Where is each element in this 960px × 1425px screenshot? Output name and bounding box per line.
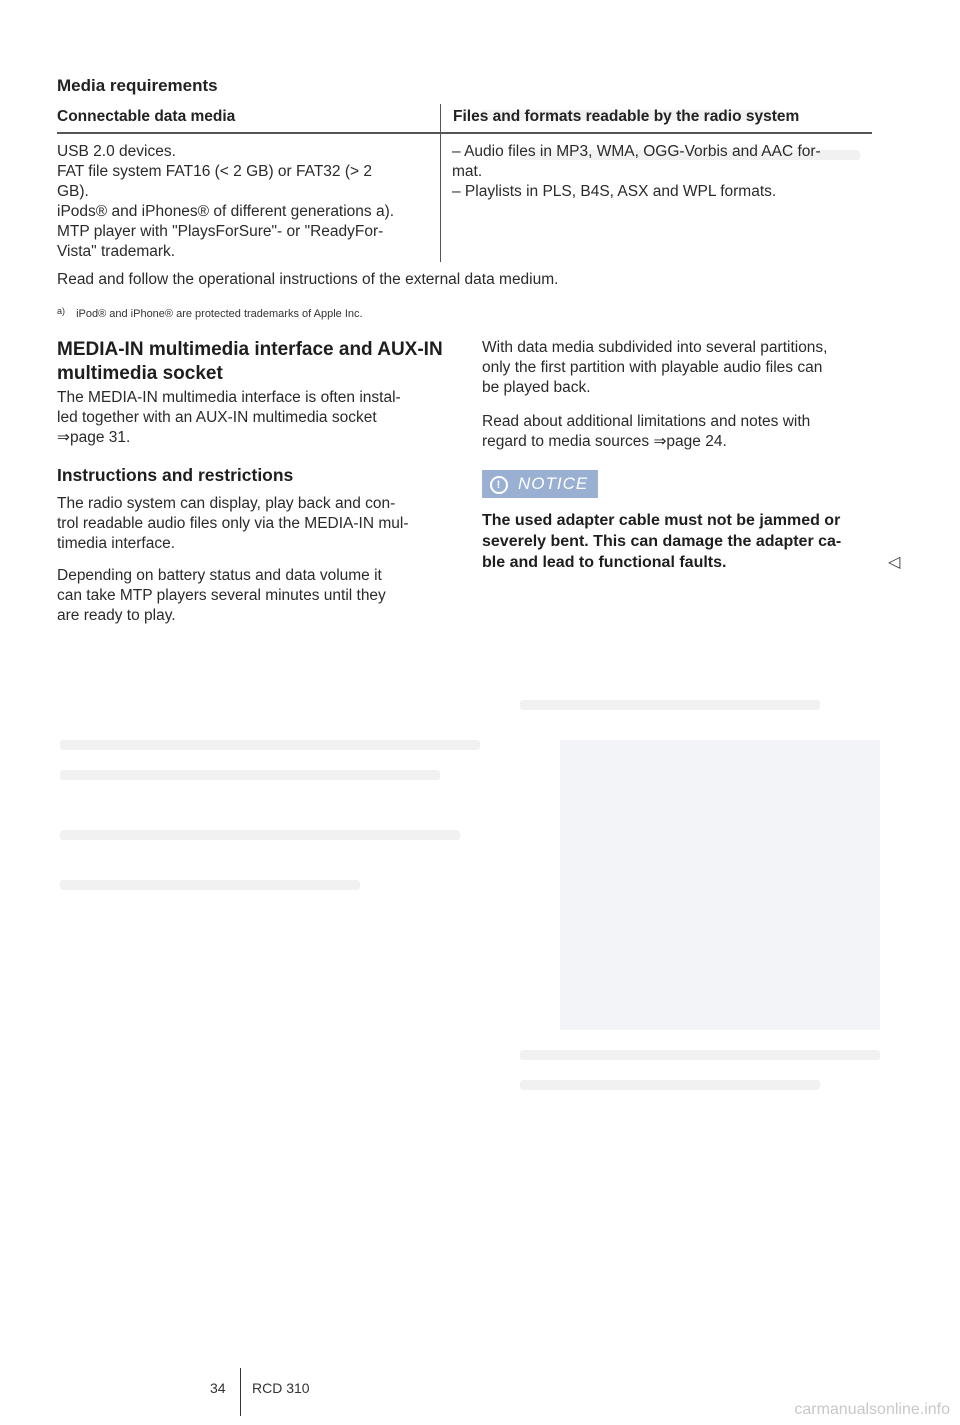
table-header-right: Files and formats readable by the radio system bbox=[453, 108, 800, 125]
instructions-line: timedia interface. bbox=[57, 535, 176, 552]
table-cell-line: – Audio files in MP3, WMA, OGG-Vorbis and AAC for- bbox=[452, 143, 821, 160]
section-title: Media requirements bbox=[57, 76, 218, 95]
show-through-line bbox=[520, 1050, 880, 1060]
table-cell-line: – Playlists in PLS, B4S, ASX and WPL formats. bbox=[452, 183, 777, 200]
partitions-line[interactable]: regard to media sources ⇒page 24. bbox=[482, 433, 727, 450]
footnote-text: iPod® and iPhone® are protected trademarks of Apple Inc. bbox=[76, 308, 363, 320]
table-cell-line: GB). bbox=[57, 183, 89, 200]
show-through-line bbox=[60, 830, 460, 840]
instructions-line: are ready to play. bbox=[57, 607, 176, 624]
notice-label: NOTICE bbox=[518, 474, 589, 493]
table-column-divider bbox=[440, 104, 441, 262]
table-cell-line: iPods® and iPhones® of different generations a). bbox=[57, 203, 395, 220]
instructions-line: Depending on battery status and data volume it bbox=[57, 567, 382, 584]
interface-title bbox=[57, 338, 447, 386]
warning-icon: ! bbox=[490, 476, 508, 494]
partitions-para-2 bbox=[482, 412, 882, 452]
interface-line: The MEDIA-IN multimedia interface is often instal- bbox=[57, 389, 401, 406]
table-cell-line: MTP player with "PlaysForSure"- or "ReadyFor- bbox=[57, 223, 384, 240]
instructions-line: trol readable audio files only via the MEDIA-IN mul- bbox=[57, 515, 409, 532]
footnote bbox=[57, 306, 363, 320]
instructions-title: Instructions and restrictions bbox=[57, 465, 294, 485]
instructions-para-1 bbox=[57, 494, 447, 554]
notice-line: severely bent. This can damage the adapter ca- bbox=[482, 533, 842, 550]
footnote-marker: a) bbox=[57, 306, 66, 316]
watermark: carmanualsonline.info bbox=[794, 1401, 950, 1418]
instructions-line: The radio system can display, play back and con- bbox=[57, 495, 396, 512]
interface-body bbox=[57, 388, 447, 448]
notice-text bbox=[482, 510, 882, 573]
right-column-cell bbox=[452, 142, 872, 202]
table-cell-line: mat. bbox=[452, 163, 483, 180]
footer-model: RCD 310 bbox=[252, 1380, 310, 1396]
show-through-line bbox=[520, 1080, 820, 1090]
table-cell-line: FAT file system FAT16 (< 2 GB) or FAT32 (> 2 bbox=[57, 163, 372, 180]
instructions-line: can take MTP players several minutes until they bbox=[57, 587, 386, 604]
partitions-line: be played back. bbox=[482, 379, 591, 396]
show-through-line bbox=[60, 880, 360, 890]
table-header-rule bbox=[57, 132, 872, 134]
show-through-line bbox=[60, 770, 440, 780]
show-through-line bbox=[520, 700, 820, 710]
table-cell-line: Vista" trademark. bbox=[57, 243, 176, 260]
table-header-left: Connectable data media bbox=[57, 108, 236, 125]
page-number: 34 bbox=[210, 1380, 226, 1396]
partitions-line: only the first partition with playable audio files can bbox=[482, 359, 823, 376]
show-through-line bbox=[60, 740, 480, 750]
left-column-cell bbox=[57, 142, 437, 262]
notice-line: ble and lead to functional faults. bbox=[482, 554, 727, 571]
notice-bar bbox=[482, 470, 598, 498]
interface-title-line: MEDIA-IN multimedia interface and AUX-IN bbox=[57, 339, 443, 360]
partitions-line: With data media subdivided into several partitions, bbox=[482, 339, 828, 356]
instructions-para-2 bbox=[57, 566, 447, 626]
table-cell-line: USB 2.0 devices. bbox=[57, 143, 176, 160]
interface-title-line: multimedia socket bbox=[57, 363, 223, 384]
interface-line: led together with an AUX-IN multimedia socket bbox=[57, 409, 377, 426]
notice-line: The used adapter cable must not be jammed or bbox=[482, 512, 841, 529]
show-through-figure bbox=[560, 740, 880, 1030]
interface-line[interactable]: ⇒page 31. bbox=[57, 429, 131, 446]
read-note: Read and follow the operational instructions of the external data medium. bbox=[57, 271, 559, 288]
partitions-para-1 bbox=[482, 338, 882, 398]
footer-divider bbox=[240, 1368, 241, 1416]
end-marker-icon: ◁ bbox=[888, 554, 901, 571]
partitions-line: Read about additional limitations and notes with bbox=[482, 413, 811, 430]
